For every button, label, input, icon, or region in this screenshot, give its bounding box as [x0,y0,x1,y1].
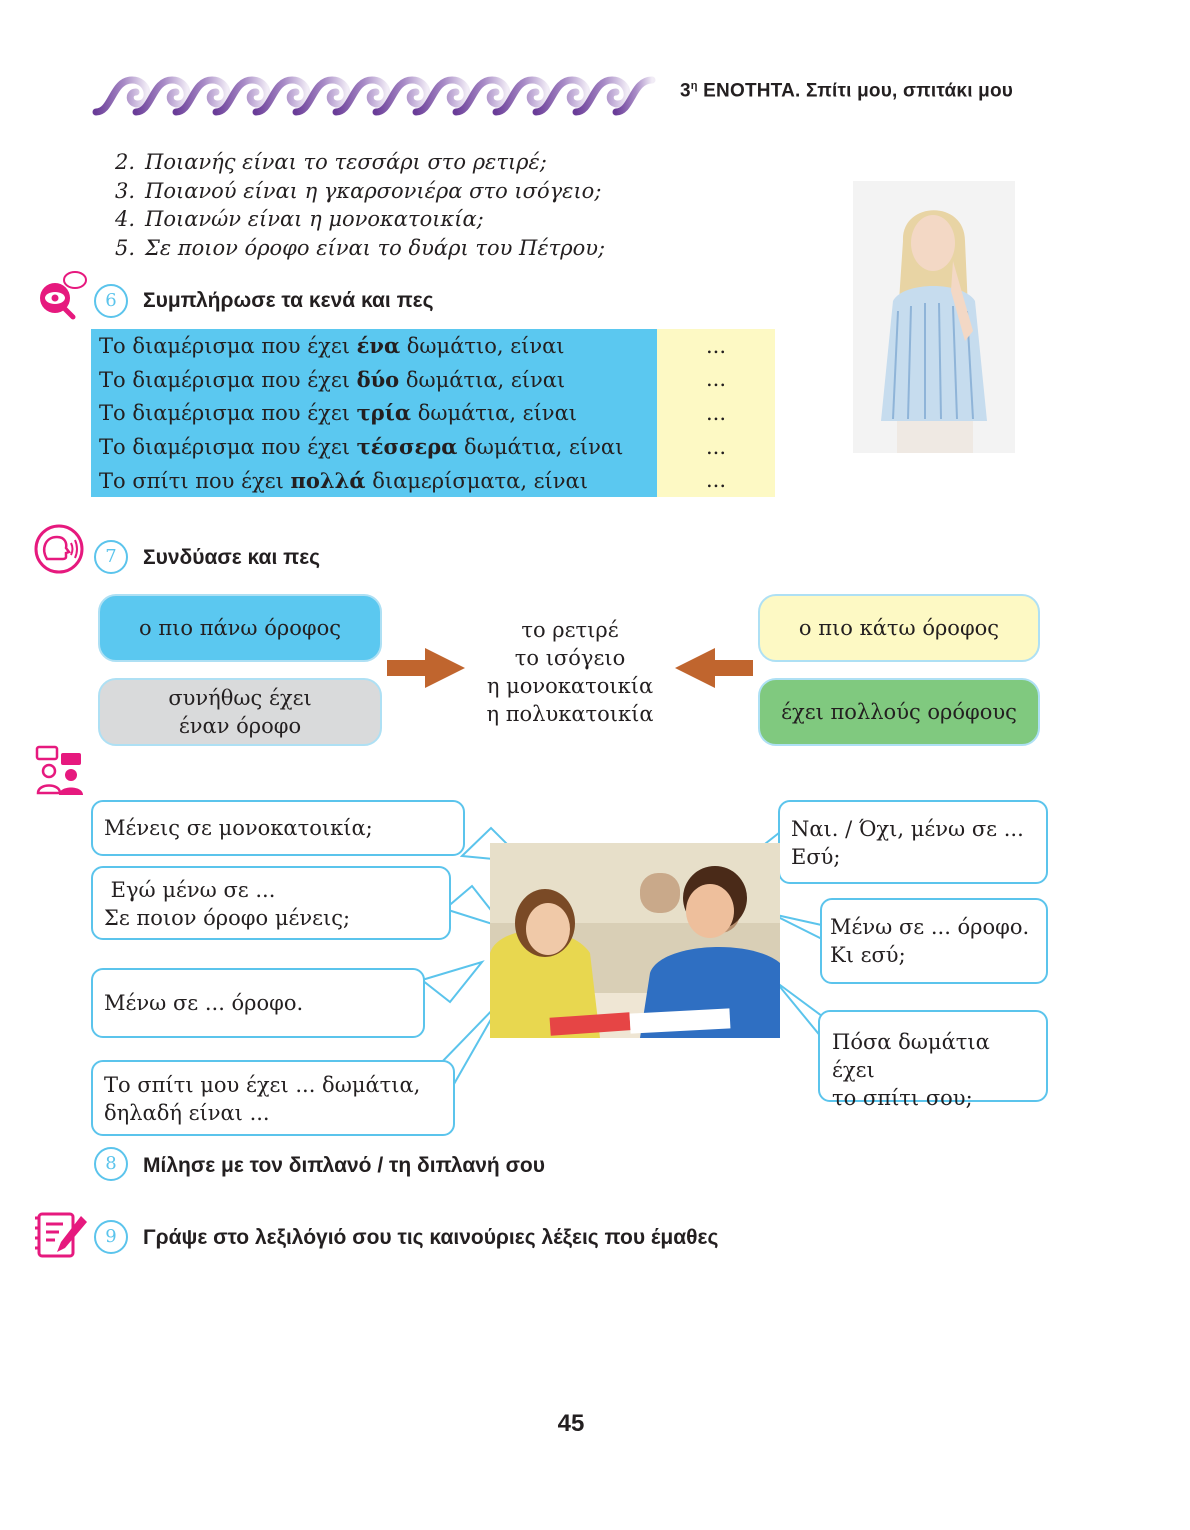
blank-cell[interactable]: ... [657,363,775,397]
list-item [115,205,605,234]
exercise-6-number: 6 [94,284,128,318]
question-text: Σε ποιον όροφο είναι το δυάρι του Πέτρου; [145,235,606,260]
question-text: Ποιανής είναι το τεσσάρι στο ρετιρέ; [145,150,547,174]
sentence-end: διαμερίσματα, είναι [365,468,588,493]
table-row [91,329,775,363]
students-talking-photo [490,843,780,1038]
header-wave-ornament [92,74,662,118]
arrow-right-icon [387,648,465,688]
speech-bubble-left-3 [91,968,425,1038]
bubble-text: Μένω σε ... όροφο. [104,991,304,1015]
bubble-text: Ναι. / Όχι, μένω σε ... [791,817,1024,841]
match-box-label-line2: έναν όροφο [178,714,302,738]
speech-bubble-right-2 [820,898,1048,984]
table-row [91,463,775,497]
table-cell-sentence [91,363,657,397]
question-number: 2. [115,150,136,174]
eye-magnifier-icon [33,268,89,320]
sentence-end: δωμάτια, είναι [399,367,566,392]
match-box-label-line1: συνήθως έχει [168,686,312,710]
match-box-label: ο πιο πάνω όροφος [139,616,341,640]
list-item [115,234,605,263]
bubble-text: Εγώ μένω σε ... [104,878,276,902]
speech-bubble-left-1 [91,800,465,856]
sentence-start: Το διαμέρισμα που έχει [99,367,357,392]
center-word-list [470,616,670,728]
sentence-start: Το διαμέρισμα που έχει [99,435,357,460]
exercise-9-title: Γράψε στο λεξιλόγιό σου τις καινούριες λέξεις που έμαθες [143,1226,719,1249]
match-box-top-floor[interactable] [98,594,382,662]
sentence-keyword: πολλά [290,467,366,493]
exercise-9-number: 9 [94,1220,128,1254]
question-text: Ποιανού είναι η γκαρσονιέρα στο ισόγειο; [145,178,602,203]
page-number: 45 [557,1410,585,1437]
center-word[interactable]: το ισόγειο [514,646,626,670]
bubble-text: Εσύ; [791,845,841,869]
center-word[interactable]: το ρετιρέ [521,618,619,642]
sentence-start: Το διαμέρισμα που έχει [99,334,357,359]
blank-cell[interactable]: ... [657,329,775,363]
bubble-text: Πόσα δωμάτια έχει [832,1030,990,1082]
question-number: 4. [115,207,136,231]
speech-bubble-left-4 [91,1060,455,1136]
bubble-text: το σπίτι σου; [832,1086,973,1110]
speech-bubble-right-3 [818,1010,1048,1110]
question-list [115,148,605,262]
bubble-text: Κι εσύ; [830,943,906,967]
arrow-left-icon [675,648,753,688]
sentence-end: δωμάτια, είναι [411,401,577,426]
table-row [91,430,775,464]
sentence-keyword: τέσσερα [356,434,458,460]
speaking-head-icon [33,523,89,575]
bubble-text: Μένω σε ... όροφο. [830,915,1030,939]
table-cell-sentence [91,329,657,363]
speech-bubble-left-2 [91,866,451,940]
speech-bubble-right-1 [778,800,1048,884]
exercise-7-number: 7 [94,540,128,574]
match-box-label: έχει πολλούς ορόφους [781,700,1017,724]
exercise-8-title: Μίλησε με τον διπλανό / τη διπλανή σου [143,1154,545,1177]
center-word[interactable]: η μονοκατοικία [486,674,654,698]
bubble-text: δηλαδή είναι ... [104,1101,270,1125]
match-box-label: ο πιο κάτω όροφος [798,616,1000,640]
list-item [115,177,605,206]
question-number: 5. [115,235,136,260]
sentence-end: δωμάτια, είναι [457,435,624,460]
bubble-text: Το σπίτι μου έχει ... δωμάτια, [104,1073,421,1097]
unit-title-text: ΕΝΟΤΗΤΑ. Σπίτι μου, σπιτάκι μου [697,80,1014,102]
bubble-text: Σε ποιον όροφο μένεις; [104,906,351,930]
table-row [91,363,775,397]
match-box-bottom-floor[interactable] [758,594,1040,662]
thinking-girl-photo [853,181,1015,453]
sentence-keyword: δύο [356,366,400,392]
sentence-end: δωμάτιο, είναι [400,334,565,359]
exercise-8-number: 8 [94,1147,128,1181]
fill-blanks-table [91,329,775,497]
list-item [115,148,605,177]
sentence-keyword: ένα [356,333,401,359]
sentence-start: Το διαμέρισμα που έχει [99,401,357,426]
question-text: Ποιανών είναι η μονοκατοικία; [145,207,484,231]
match-box-one-floor[interactable] [98,678,382,746]
bubble-text: Μένεις σε μονοκατοικία; [104,816,373,840]
blank-cell[interactable]: ... [657,430,775,464]
table-cell-sentence [91,396,657,430]
unit-title [680,80,1013,102]
unit-superscript: η [690,80,698,92]
table-row [91,396,775,430]
unit-number: 3 [680,80,691,102]
sentence-start: Το σπίτι που έχει [99,468,291,493]
exercise-7-title: Συνδύασε και πες [143,546,321,569]
table-cell-sentence [91,430,657,464]
blank-cell[interactable]: ... [657,396,775,430]
center-word[interactable]: η πολυκατοικία [486,702,654,726]
notebook-pen-icon [35,1210,89,1260]
exercise-6-title: Συμπλήρωσε τα κενά και πες [143,289,434,312]
table-cell-sentence [91,463,657,497]
match-box-many-floors[interactable] [758,678,1040,746]
sentence-keyword: τρία [356,400,412,426]
question-number: 3. [115,178,136,203]
blank-cell[interactable]: ... [657,463,775,497]
